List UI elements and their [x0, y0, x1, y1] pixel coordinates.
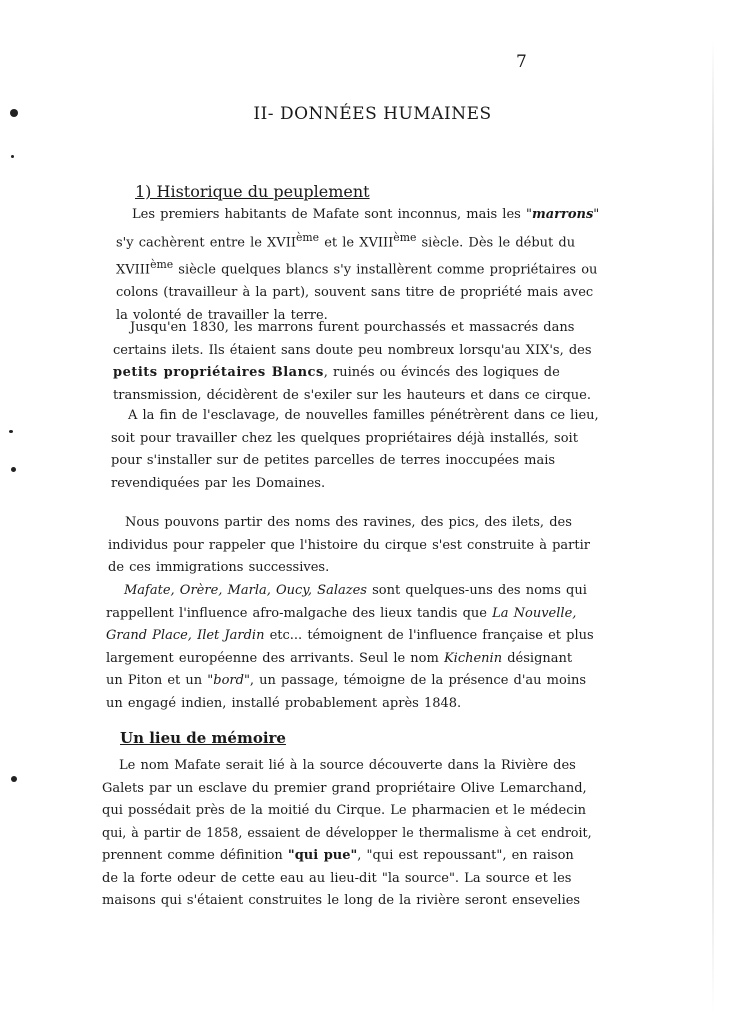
text-line: de ces immigrations successives.	[108, 560, 330, 575]
text-line: Mafate, Orère, Marla, Oucy, Salazes sont quelques-uns des noms qui	[124, 583, 587, 598]
text-line: certains ilets. Ils étaient sans doute peu nombreux lorsqu'au XIX's, des	[113, 342, 592, 358]
text-line: A la fin de l'esclavage, de nouvelles familles pénétrèrent dans ce lieu,	[128, 408, 599, 423]
page-number: 7	[516, 52, 527, 72]
paragraph	[111, 405, 599, 495]
text-line: Le nom Mafate serait lié à la source découverte dans la Rivière des	[119, 758, 576, 773]
text-line: la volonté de travailler la terre.	[116, 307, 328, 323]
text-line: Jusqu'en 1830, les marrons furent pourchassés et massacrés dans	[130, 320, 575, 335]
text-line: soit pour travailler chez les quelques propriétaires déjà installés, soit	[111, 430, 578, 446]
text-line: revendiquées par les Domaines.	[111, 475, 326, 491]
text-line: petits propriétaires Blancs, ruinés ou évincés des logiques de	[113, 365, 560, 380]
scan-mark	[11, 776, 17, 782]
scan-mark	[11, 155, 14, 158]
text-line: largement européenne des arrivants. Seul le nom Kichenin désignant	[106, 650, 573, 666]
paragraph	[113, 317, 605, 407]
text-line: individus pour rappeler que l'histoire du cirque s'est construite à partir	[108, 537, 590, 553]
text-line: un engagé indien, installé probablement après 1848.	[106, 695, 462, 711]
paragraph	[108, 512, 596, 580]
text-line: prennent comme définition "qui pue", "qui est repoussant", en raison	[102, 848, 574, 863]
text-line: transmission, décidèrent de s'exiler sur les hauteurs et dans ce cirque.	[113, 387, 591, 403]
text-line: de la forte odeur de cette eau au lieu-dit "la source". La source et les	[102, 870, 572, 886]
text-line: Galets par un esclave du premier grand propriétaire Olive Lemarchand,	[102, 780, 587, 796]
page-fold-shadow	[712, 40, 714, 1014]
text-line: XVIIIème siècle quelques blancs s'y installèrent comme propriétaires ou	[116, 258, 598, 278]
text-line: qui, à partir de 1858, essaient de développer le thermalisme à cet endroit,	[102, 825, 592, 841]
text-line: Grand Place, Ilet Jardin etc... témoignent de l'influence française et plus	[106, 628, 594, 643]
text-line: rappellent l'influence afro-malgache des lieux tandis que La Nouvelle,	[106, 605, 577, 621]
paragraph	[116, 204, 604, 327]
paragraph	[102, 755, 592, 913]
text-line: colons (travailleur à la part), souvent sans titre de propriété mais avec	[116, 285, 594, 301]
paragraph	[106, 580, 596, 715]
text-line: pour s'installer sur de petites parcelles de terres inoccupées mais	[111, 453, 556, 468]
text-line: qui possédait près de la moitié du Cirque. Le pharmacien et le médecin	[102, 803, 587, 818]
text-line: un Piton et un "bord", un passage, témoigne de la présence d'au moins	[106, 673, 587, 688]
page-title: II- DONNÉES HUMAINES	[253, 104, 492, 124]
text-line: maisons qui s'étaient construites le long de la rivière seront ensevelies	[102, 893, 581, 908]
section-heading-historique: 1) Historique du peuplement	[135, 182, 370, 201]
scan-mark	[11, 467, 16, 472]
text-line: Les premiers habitants de Mafate sont inconnus, mais les "marrons"	[132, 207, 600, 222]
scan-mark	[9, 430, 13, 433]
text-line: Nous pouvons partir des noms des ravines, des pics, des ilets, des	[125, 515, 572, 530]
section-heading-lieu-de-memoire: Un lieu de mémoire	[120, 729, 286, 747]
text-line: s'y cachèrent entre le XVIIème et le XVIIIème siècle. Dès le début du	[116, 230, 576, 250]
